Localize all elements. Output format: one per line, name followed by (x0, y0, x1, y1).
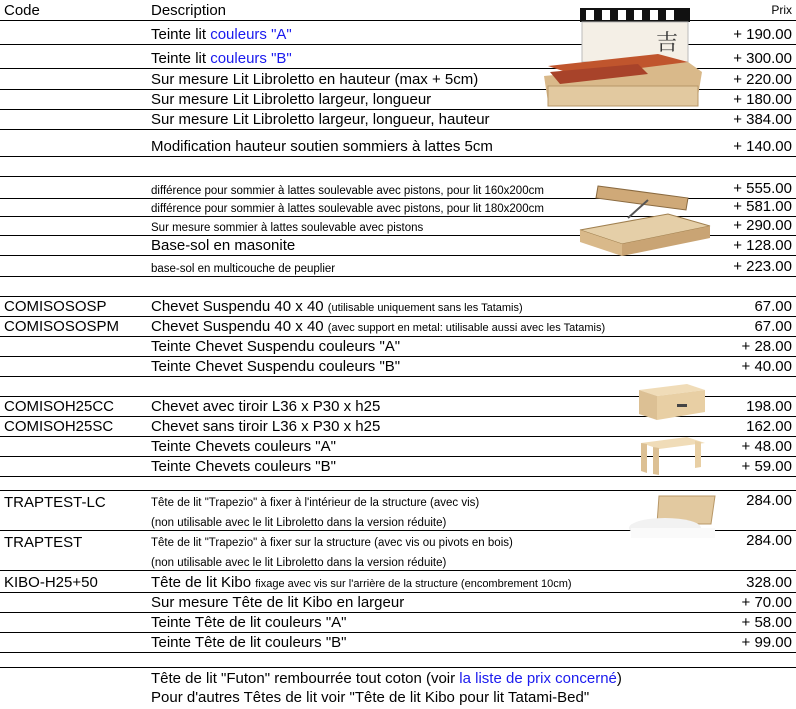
item-description (151, 318, 605, 335)
item-code: KIBO-H25+50 (4, 574, 98, 591)
item-description-text: Sur mesure Lit Libroletto en hauteur (max + 5cm) (151, 71, 479, 88)
item-description (151, 398, 380, 415)
svg-text:吉: 吉 (656, 31, 679, 56)
item-price: + 128.00 (733, 237, 792, 254)
item-price: 67.00 (754, 318, 792, 335)
table-row (0, 110, 796, 130)
item-price: + 180.00 (733, 91, 792, 108)
header-code: Code (4, 2, 40, 19)
item-code: TRAPTEST-LC (4, 494, 106, 511)
item-description (151, 458, 336, 475)
item-description-text: Teinte Chevets couleurs "A" (151, 438, 336, 455)
item-description-text: Sur mesure sommier à lattes soulevable avec pistons (151, 222, 424, 234)
item-description (151, 203, 544, 215)
item-description-text: Sur mesure Lit Libroletto largeur, longueur (151, 91, 432, 108)
item-description (151, 338, 400, 355)
item-description-note: (non utilisable avec le lit Libroletto dans la version réduite) (151, 557, 447, 569)
item-price: 284.00 (746, 532, 792, 549)
item-note: (utilisable uniquement sans les Tatamis) (327, 302, 523, 314)
footer-line-1 (151, 670, 622, 687)
table-row (0, 633, 796, 653)
item-description: Tête de lit "Trapezio" à fixer sur la structure (avec vis ou pivots en bois) (151, 537, 513, 549)
table-row (0, 277, 796, 297)
item-description-text: Teinte Chevets couleurs "B" (151, 458, 336, 475)
item-note: (avec support en metal: utilisable aussi avec les Tatamis) (327, 322, 606, 334)
item-description (151, 263, 335, 275)
item-price: + 59.00 (741, 458, 792, 475)
item-price: + 555.00 (733, 180, 792, 197)
item-description (151, 574, 572, 591)
item-price: + 300.00 (733, 50, 792, 67)
item-price: + 28.00 (741, 338, 792, 355)
item-description-text: Tête de lit Kibo (151, 574, 256, 591)
table-row (0, 593, 796, 613)
table-row (0, 613, 796, 633)
item-description (151, 50, 292, 67)
item-description-text: Teinte lit (151, 50, 211, 67)
item-price: + 99.00 (741, 634, 792, 651)
item-description (151, 418, 380, 435)
item-price: + 40.00 (741, 358, 792, 375)
item-price: 67.00 (754, 298, 792, 315)
item-description-text: Chevet Suspendu 40 x 40 (151, 318, 328, 335)
table-row (0, 317, 796, 337)
item-description-text: Sur mesure Lit Libroletto largeur, longueur, hauteur (151, 111, 490, 128)
item-price: + 140.00 (733, 138, 792, 155)
lift-bed-image (578, 180, 713, 260)
table-row (0, 337, 796, 357)
footer-line-2: Pour d'autres Têtes de lit voir "Tête de lit Kibo pour lit Tatami-Bed" (151, 689, 590, 706)
item-description-text: Teinte lit (151, 26, 211, 43)
item-description: Tête de lit "Trapezio" à fixer à l'intérieur de la structure (avec vis) (151, 497, 480, 509)
item-description-note: (non utilisable avec le lit Libroletto dans la version réduite) (151, 517, 447, 529)
item-description-text: Sur mesure Tête de lit Kibo en largeur (151, 594, 405, 611)
item-description (151, 111, 490, 128)
item-price: + 220.00 (733, 71, 792, 88)
headboard-trapezio-image (629, 494, 719, 540)
footer-text: Tête de lit "Futon" rembourrée tout coton (voir (151, 670, 460, 687)
item-price: 162.00 (746, 418, 792, 435)
item-description (151, 222, 423, 234)
table-row (0, 571, 796, 593)
item-description-text: Chevet avec tiroir L36 x P30 x h25 (151, 398, 381, 415)
item-description-text: Chevet sans tiroir L36 x P30 x h25 (151, 418, 381, 435)
item-price: + 290.00 (733, 217, 792, 234)
table-row (0, 653, 796, 668)
item-description (151, 594, 404, 611)
item-description-text: Chevet Suspendu 40 x 40 (151, 298, 328, 315)
item-code: COMISOSOSP (4, 298, 107, 315)
item-price: + 70.00 (741, 594, 792, 611)
item-note: fixage avec vis sur l'arrière de la structure (encombrement 10cm) (255, 578, 572, 590)
item-price: + 48.00 (741, 438, 792, 455)
item-description (151, 237, 295, 254)
item-description (151, 138, 493, 155)
table-row (0, 357, 796, 377)
item-code: COMISOH25CC (4, 398, 115, 415)
item-description-text: Teinte Chevet Suspendu couleurs "A" (151, 338, 401, 355)
item-description-text: base-sol en multicouche de peuplier (151, 263, 336, 275)
table-row (0, 477, 796, 491)
bed-product-image (538, 6, 708, 110)
item-price: + 58.00 (741, 614, 792, 631)
item-price: + 190.00 (733, 26, 792, 43)
item-description (151, 298, 523, 315)
item-description (151, 91, 431, 108)
item-price: + 384.00 (733, 111, 792, 128)
nightstand-no-drawer-image (639, 435, 707, 475)
item-price: 198.00 (746, 398, 792, 415)
item-description-text: Teinte Chevet Suspendu couleurs "B" (151, 358, 401, 375)
item-code: COMISOSOSPM (4, 318, 120, 335)
colors-link[interactable]: couleurs "A" (210, 26, 292, 43)
item-description-text: différence pour sommier à lattes soulevable avec pistons, pour lit 180x200cm (151, 203, 544, 215)
table-row (0, 157, 796, 177)
item-price: + 581.00 (733, 198, 792, 215)
item-price: 284.00 (746, 492, 792, 509)
header-description: Description (151, 2, 227, 19)
item-description (151, 614, 346, 631)
item-description-text: Modification hauteur soutien sommiers à lattes 5cm (151, 138, 493, 155)
item-description-text: Base-sol en masonite (151, 237, 296, 254)
item-description (151, 358, 400, 375)
table-row (0, 130, 796, 157)
item-description (151, 438, 336, 455)
item-price: 328.00 (746, 574, 792, 591)
table-row (0, 297, 796, 317)
price-list-link[interactable]: la liste de prix concerné (459, 670, 617, 687)
item-description-text: Teinte Tête de lit couleurs "B" (151, 634, 347, 651)
item-description-text: Teinte Tête de lit couleurs "A" (151, 614, 347, 631)
footer-text-end: ) (616, 670, 622, 687)
item-description (151, 26, 292, 43)
item-description (151, 185, 544, 197)
item-code: COMISOH25SC (4, 418, 114, 435)
colors-link[interactable]: couleurs "B" (210, 50, 292, 67)
header-price: Prix (771, 3, 792, 17)
item-description (151, 634, 346, 651)
item-description (151, 71, 478, 88)
nightstand-drawer-image (637, 382, 707, 422)
item-code: TRAPTEST (4, 534, 83, 551)
item-description-text: différence pour sommier à lattes soulevable avec pistons, pour lit 160x200cm (151, 185, 544, 197)
item-price: + 223.00 (733, 258, 792, 275)
